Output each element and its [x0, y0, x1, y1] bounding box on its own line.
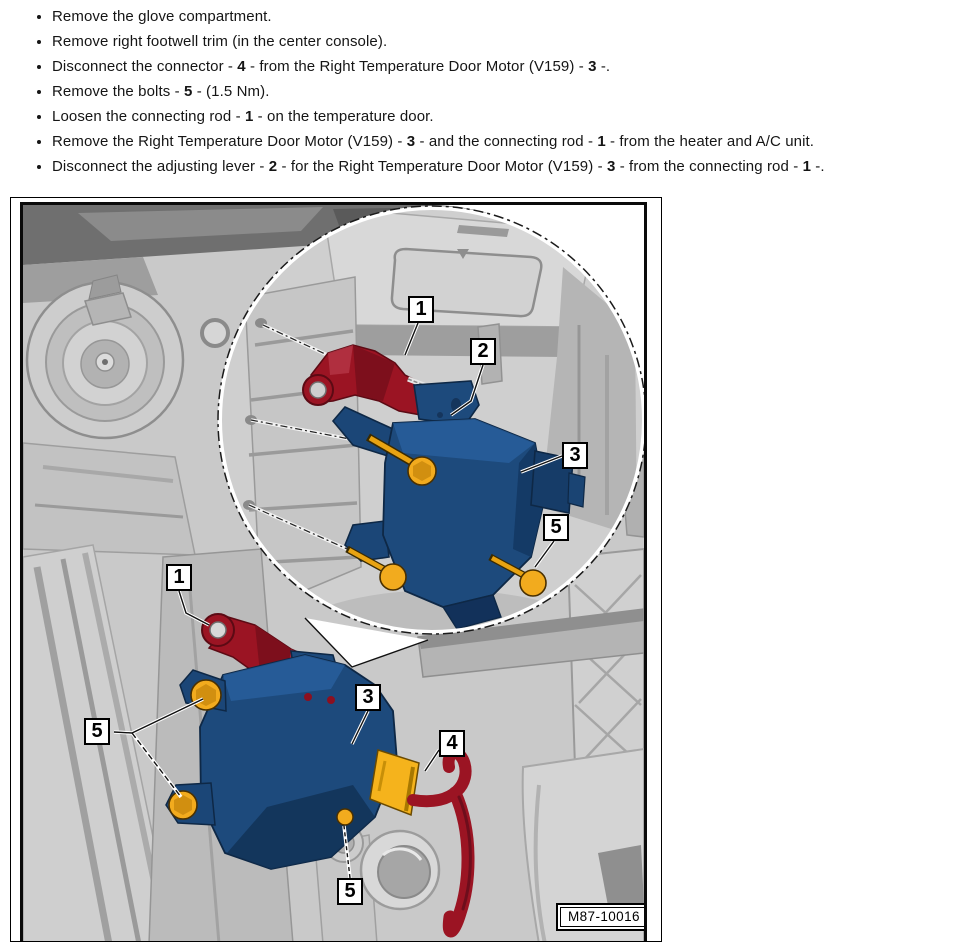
figure-code: M87-10016 — [560, 907, 647, 927]
instruction-list — [0, 0, 970, 179]
instruction-item: • Disconnect the connector - 4 - from the Right Temperature Door Motor (V159) - 3 -. — [52, 54, 970, 79]
callout-main-4: 4 — [439, 730, 465, 757]
instruction-item: • Remove the glove compartment. — [52, 4, 970, 29]
figure-code-box — [556, 903, 647, 931]
instruction-item: • Remove the bolts - 5 - (1.5 Nm). — [52, 79, 970, 104]
callout-zoom-3: 3 — [562, 442, 588, 469]
instruction-item: • Remove the Right Temperature Door Motor (V159) - 3 - and the connecting rod - 1 - from the heater and A/C unit. — [52, 129, 970, 154]
callout-main-3: 3 — [355, 684, 381, 711]
callout-zoom-1: 1 — [408, 296, 434, 323]
figure-frame — [10, 197, 662, 942]
instruction-item: • Loosen the connecting rod - 1 - on the temperature door. — [52, 104, 970, 129]
callout-zoom-5: 5 — [543, 514, 569, 541]
instruction-item: • Disconnect the adjusting lever - 2 - for the Right Temperature Door Motor (V159) - 3 - from the connecting rod - 1 -. — [52, 154, 970, 179]
instruction-item: • Remove right footwell trim (in the center console). — [52, 29, 970, 54]
callout-zoom-2: 2 — [470, 338, 496, 365]
callout-main-5-bottom: 5 — [337, 878, 363, 905]
callout-main-1: 1 — [166, 564, 192, 591]
figure-image — [20, 202, 647, 942]
callout-main-5-left: 5 — [84, 718, 110, 745]
technical-illustration — [23, 205, 644, 942]
